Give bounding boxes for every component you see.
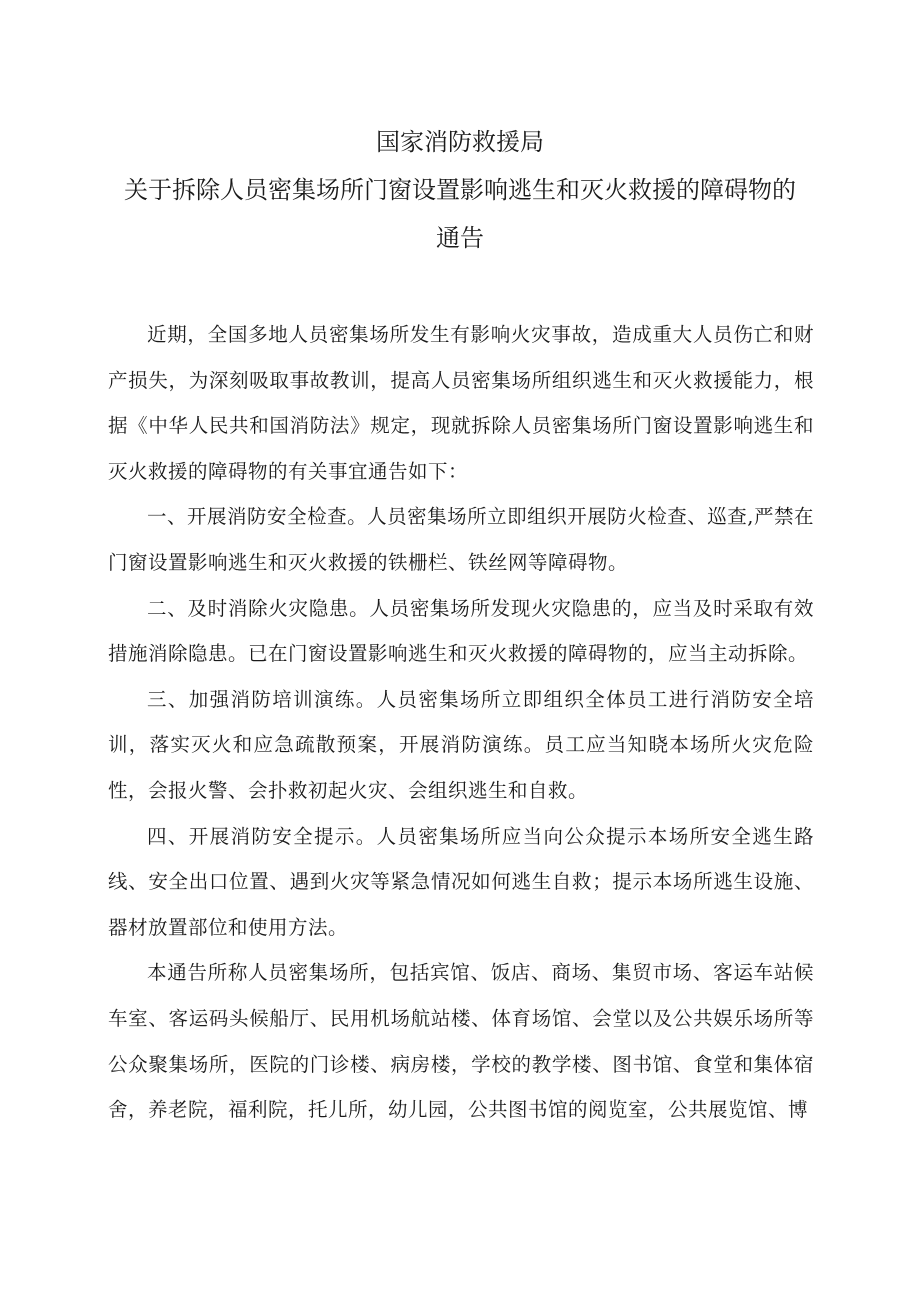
title-doc-type: 通告 <box>436 224 484 252</box>
paragraph-item-1: 一、开展消防安全检查。人员密集场所立即组织开展防火检查、巡查,严禁在门窗设置影响逃生和灭火救援的铁栅栏、铁丝网等障碍物。 <box>108 505 814 574</box>
paragraph-item-2: 二、及时消除火灾隐患。人员密集场所发现火灾隐患的，应当及时采取有效措施消除隐患。已在门窗设置影响逃生和灭火救援的障碍物的，应当主动拆除。 <box>108 596 814 666</box>
paragraph-item-4: 四、开展消防安全提示。人员密集场所应当向公众提示本场所安全逃生路线、安全出口位置、遇到火灾等紧急情况如何逃生自救；提示本场所逃生设施、器材放置部位和使用方法。 <box>108 824 814 939</box>
paragraph-intro: 近期，全国多地人员密集场所发生有影响火灾事故，造成重大人员伤亡和财产损失，为深刻吸取事故教训，提高人员密集场所组织逃生和灭火救援能力，根据《中华人民共和国消防法》规定，现就拆除人员密集场所门窗设置影响逃生和灭火救援的障碍物的有关事宜通告如下： <box>108 323 814 483</box>
title-subject: 关于拆除人员密集场所门窗设置影响逃生和灭火救援的障碍物的 <box>124 176 796 204</box>
paragraph-item-3: 三、加强消防培训演练。人员密集场所立即组织全体员工进行消防安全培训，落实灭火和应急疏散预案，开展消防演练。员工应当知晓本场所火灾危险性，会报火警、会扑救初起火灾、会组织逃生和自救。 <box>108 687 814 802</box>
document-title <box>90 118 830 262</box>
document-body <box>108 312 814 1133</box>
paragraph-definition: 本通告所称人员密集场所，包括宾馆、饭店、商场、集贸市场、客运车站候车室、客运码头候船厅、民用机场航站楼、体育场馆、会堂以及公共娱乐场所等公众聚集场所，医院的门诊楼、病房楼，学校的教学楼、图书馆、食堂和集体宿舍，养老院，福利院，托儿所，幼儿园，公共图书馆的阅览室，公共展览馆、博 <box>108 961 814 1122</box>
title-issuer: 国家消防救援局 <box>376 128 544 156</box>
